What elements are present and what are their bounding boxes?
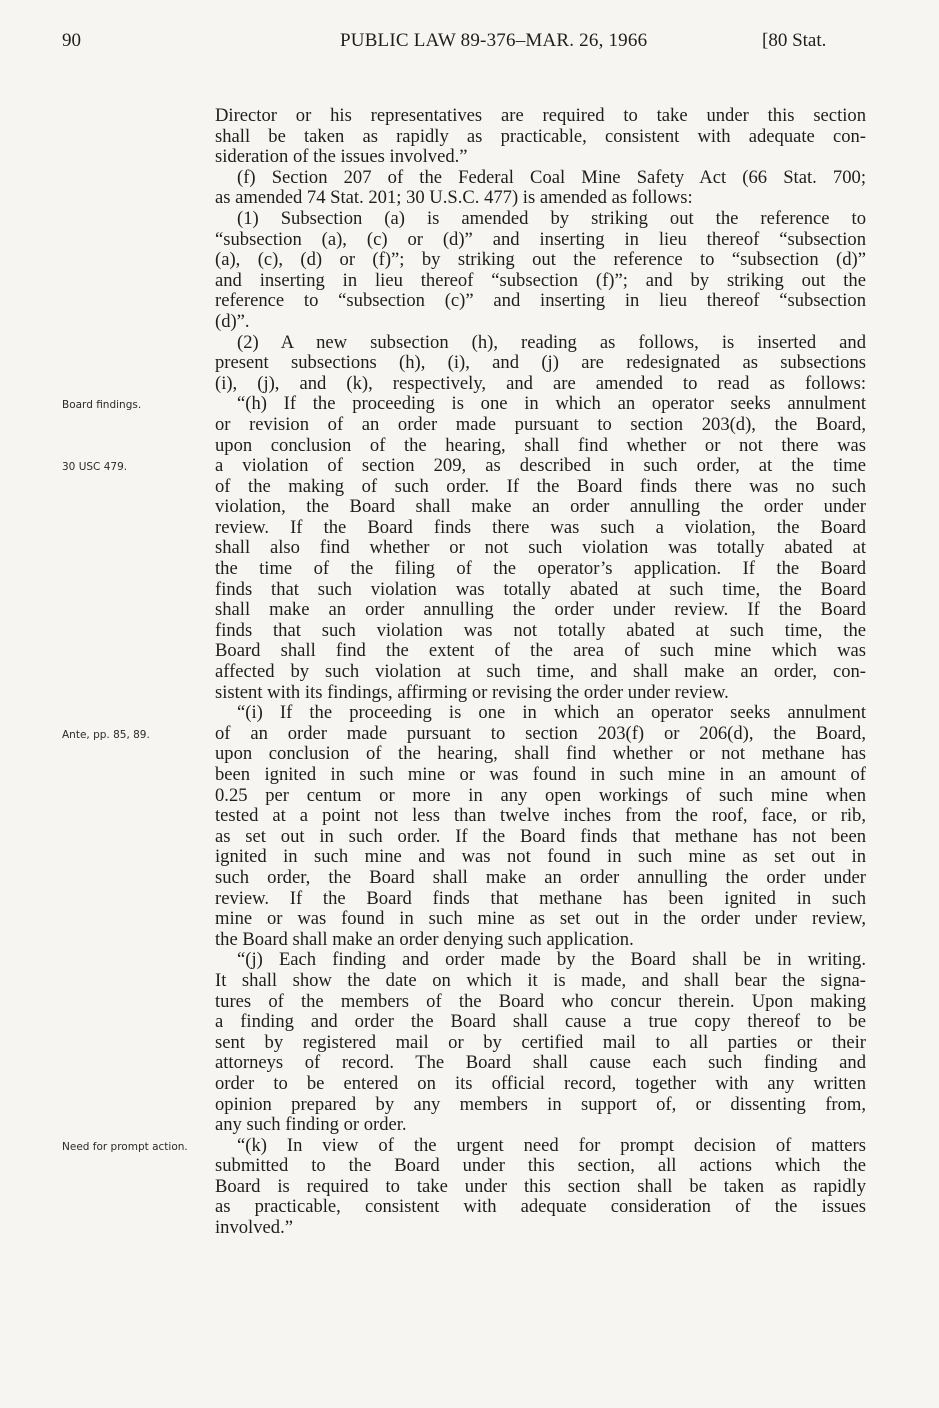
margin-note: Board findings. <box>62 399 142 412</box>
text-line: reference to “subsection (c)” and inserting in lieu thereof “subsection <box>215 290 866 312</box>
statute-text <box>215 106 866 1239</box>
text-line: ignited in such mine and was not found in such mine as set out in <box>215 846 866 868</box>
text-line: any such finding or order. <box>215 1114 407 1136</box>
running-title: PUBLIC LAW 89-376–MAR. 26, 1966 <box>340 30 648 51</box>
text-line: the Board shall make an order denying such application. <box>215 928 634 950</box>
text-line: sideration of the issues involved.” <box>215 146 468 168</box>
text-line: (f) Section 207 of the Federal Coal Mine Safety Act (66 Stat. 700; <box>237 166 866 188</box>
margin-note: Ante, pp. 85, 89. <box>62 729 150 741</box>
text-line: a violation of section 209, as described in such order, at the time <box>215 455 866 477</box>
text-line: (i), (j), and (k), respectively, and are amended to read as follows: <box>215 372 866 394</box>
text-line: violation, the Board shall make an order annulling the order under <box>215 496 866 518</box>
text-line: affected by such violation at such time, and shall make an order, con- <box>215 661 866 683</box>
text-line: such order, the Board shall make an order annulling the order under <box>215 866 866 888</box>
text-line: upon conclusion of the hearing, shall find whether or not there was <box>215 434 866 456</box>
text-line: Director or his representatives are required to take under this section <box>215 105 866 126</box>
page-number: 90 <box>62 30 81 51</box>
margin-note: Need for prompt action. <box>62 1141 188 1153</box>
text-line: as practicable, consistent with adequate consideration of the issues <box>215 1196 866 1218</box>
text-line: “subsection (a), (c) or (d)” and inserting in lieu thereof “subsection <box>215 228 866 250</box>
text-line: order to be entered on its official record, together with any written <box>215 1072 866 1094</box>
statute-volume: [80 Stat. <box>762 30 827 51</box>
text-line: and inserting in lieu thereof “subsection (f)”; and by striking out the <box>215 269 866 291</box>
text-line: “(k) In view of the urgent need for prompt decision of matters <box>237 1134 866 1156</box>
text-line: (2) A new subsection (h), reading as follows, is inserted and <box>237 331 866 353</box>
text-line: upon conclusion of the hearing, shall find whether or not methane has <box>215 743 866 765</box>
text-line: (a), (c), (d) or (f)”; by striking out the reference to “subsection (d)” <box>215 249 866 271</box>
text-line: “(h) If the proceeding is one in which an operator seeks annulment <box>237 393 866 415</box>
text-line: review. If the Board finds that methane has been ignited in such <box>215 887 866 909</box>
text-line: finds that such violation was totally abated at such time, the Board <box>215 578 866 600</box>
text-line: of the making of such order. If the Board finds there was no such <box>215 475 866 497</box>
text-line: shall also find whether or not such violation was totally abated at <box>215 537 866 559</box>
text-line: been ignited in such mine or was found in such mine in an amount of <box>215 764 866 785</box>
text-line: submitted to the Board under this section, all actions which the <box>215 1155 866 1177</box>
text-line: sent by registered mail or by certified mail to all parties or their <box>215 1031 866 1053</box>
text-line: of an order made pursuant to section 203(f) or 206(d), the Board, <box>215 722 866 744</box>
text-line: finds that such violation was not totally abated at such time, the <box>215 619 866 641</box>
text-line: shall be taken as rapidly as practicable, consistent with adequate con- <box>215 125 866 147</box>
text-line: shall make an order annulling the order under review. If the Board <box>215 599 866 621</box>
text-line: as set out in such order. If the Board finds that methane has not been <box>215 825 866 847</box>
text-line: as amended 74 Stat. 201; 30 U.S.C. 477) is amended as follows: <box>215 187 693 209</box>
text-line: or revision of an order made pursuant to section 203(d), the Board, <box>215 413 866 435</box>
margin-note: 30 USC 479. <box>62 461 128 474</box>
text-line: 0.25 per centum or more in any open workings of such mine when <box>215 784 866 806</box>
text-line: involved.” <box>215 1217 293 1239</box>
text-line: sistent with its findings, affirming or revising the order under review. <box>215 681 729 703</box>
text-line: (1) Subsection (a) is amended by striking out the reference to <box>237 207 866 229</box>
text-line: attorneys of record. The Board shall cause each such finding and <box>215 1052 866 1074</box>
text-line: Board is required to take under this section shall be taken as rapidly <box>215 1175 866 1197</box>
text-line: tures of the members of the Board who concur therein. Upon making <box>215 990 866 1012</box>
text-line: tested at a point not less than twelve inches from the roof, face, or rib, <box>215 805 866 827</box>
text-line: a finding and order the Board shall cause a true copy thereof to be <box>215 1011 866 1033</box>
text-line: opinion prepared by any members in support of, or dissenting from, <box>215 1093 866 1115</box>
text-line: “(i) If the proceeding is one in which an operator seeks annulment <box>237 702 866 724</box>
text-line: “(j) Each finding and order made by the Board shall be in writing. <box>237 949 866 971</box>
text-line: present subsections (h), (i), and (j) are redesignated as subsections <box>215 352 866 374</box>
text-line: review. If the Board finds there was such a violation, the Board <box>215 516 866 538</box>
text-line: the time of the filing of the operator’s application. If the Board <box>215 558 866 580</box>
text-line: It shall show the date on which it is made, and shall bear the signa- <box>215 969 866 991</box>
text-line: mine or was found in such mine as set out in the order under review, <box>215 908 866 930</box>
text-line: Board shall find the extent of the area of such mine which was <box>215 640 866 662</box>
text-line: (d)”. <box>215 310 250 332</box>
